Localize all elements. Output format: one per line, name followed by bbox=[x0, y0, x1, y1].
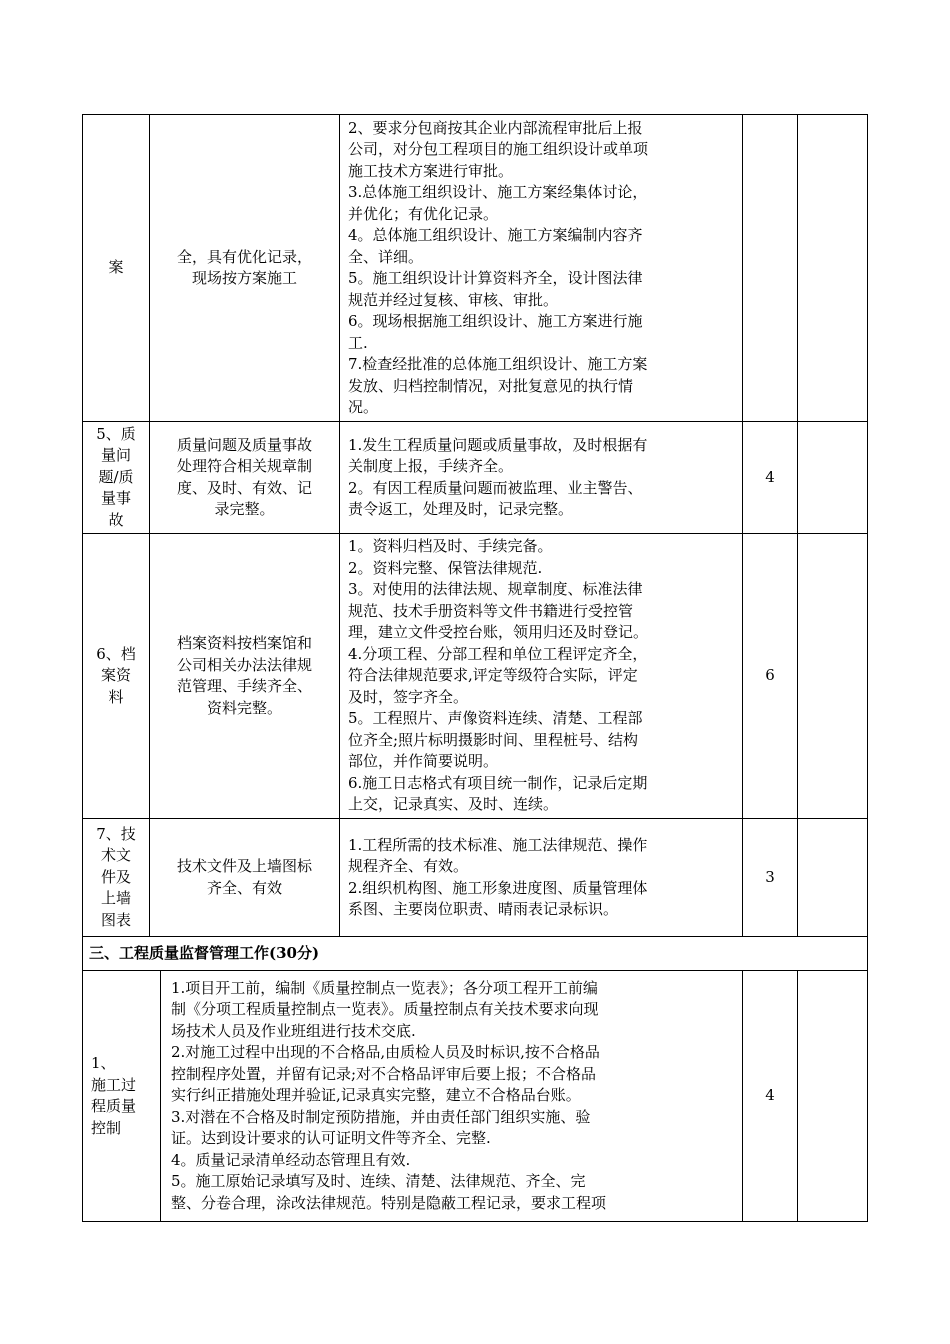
method-text: 4。总体施工组织设计、施工方案编制内容齐 bbox=[348, 226, 643, 244]
item-cell bbox=[83, 819, 150, 937]
standard-text: 范管理、手续齐全、 bbox=[176, 677, 312, 695]
method-text: 规程齐全、有效。 bbox=[348, 857, 469, 875]
method-cell bbox=[340, 819, 743, 937]
method-text: 1.发生工程质量问题或质量事故，及时根据有 bbox=[348, 435, 648, 454]
method-cell bbox=[340, 534, 743, 819]
method-text: 1.工程所需的技术标准、施工法律规范、操作 bbox=[348, 835, 648, 854]
item-text: 故 bbox=[108, 510, 124, 529]
method-text: 2、要求分包商按其企业内部流程审批后上报 bbox=[348, 118, 643, 137]
item-text: 7、技 bbox=[96, 824, 136, 843]
method-text: 3.对潜在不合格及时制定预防措施，并由责任部门组织实施、验 bbox=[171, 1107, 591, 1126]
method-cell bbox=[161, 971, 743, 1222]
method-text: 制《分项工程质量控制点一览表》。质量控制点有关技术要求向现 bbox=[171, 1000, 599, 1019]
standard-cell bbox=[150, 115, 340, 422]
method-text: 4。质量记录清单经动态管理且有效. bbox=[171, 1150, 411, 1169]
standard-text: 档案资料按档案馆和 bbox=[176, 634, 312, 652]
method-text: 1。资料归档及时、手续完备。 bbox=[348, 537, 553, 556]
result-cell bbox=[798, 534, 868, 819]
item-text: 料 bbox=[108, 687, 124, 706]
evaluation-table-section3 bbox=[82, 970, 868, 1222]
method-text: 控制程序处置，并留有记录;对不合格品评审后要上报；不合格品 bbox=[171, 1064, 597, 1083]
result-cell bbox=[798, 115, 868, 422]
score-cell: 4 bbox=[743, 971, 798, 1222]
table-row bbox=[83, 819, 868, 937]
result-cell bbox=[798, 422, 868, 534]
item-cell bbox=[83, 422, 150, 534]
method-text: 施工技术方案进行审批。 bbox=[348, 161, 514, 180]
method-text: 场技术人员及作业班组进行技术交底. bbox=[171, 1021, 416, 1040]
method-text: 7.检查经批准的总体施工组织设计、施工方案 bbox=[348, 355, 648, 373]
item-text: 6、档 bbox=[96, 644, 136, 663]
item-text: 图表 bbox=[100, 910, 131, 929]
item-cell bbox=[83, 534, 150, 819]
method-text: 并优化；有优化记录。 bbox=[348, 204, 499, 223]
method-text: 规范并经过复核、审核、审批。 bbox=[348, 290, 559, 309]
item-text: 施工过 bbox=[91, 1075, 137, 1094]
item-text: 案 bbox=[108, 258, 124, 277]
standard-text: 齐全、有效 bbox=[206, 878, 282, 897]
score-cell bbox=[743, 115, 798, 422]
table-row bbox=[83, 534, 868, 819]
standard-text: 公司相关办法法律规 bbox=[176, 655, 312, 674]
method-text: 部位，并作简要说明。 bbox=[348, 752, 499, 771]
standard-text: 全，具有优化记录， bbox=[176, 247, 312, 266]
item-text: 1、 bbox=[91, 1054, 116, 1072]
method-text: 2.对施工过程中出现的不合格品,由质检人员及时标识,按不合格品 bbox=[171, 1043, 600, 1062]
standard-text: 处理符合相关规章制 bbox=[176, 457, 312, 475]
method-text: 2。资料完整、保管法律规范. bbox=[348, 558, 543, 577]
item-cell bbox=[83, 971, 161, 1222]
section-title: 三、工程质量监督管理工作(30分) bbox=[83, 937, 868, 971]
standard-text: 质量问题及质量事故 bbox=[176, 435, 312, 454]
section-header-row bbox=[83, 937, 868, 971]
method-text: 位齐全;照片标明摄影时间、里程桩号、结构 bbox=[348, 730, 639, 749]
method-cell bbox=[340, 115, 743, 422]
item-text: 案资 bbox=[100, 666, 131, 685]
item-text: 程质量 bbox=[91, 1097, 137, 1115]
method-text: 理，建立文件受控台账，领用归还及时登记。 bbox=[348, 623, 649, 642]
method-text: 3。对使用的法律法规、规章制度、标准法律 bbox=[348, 580, 643, 599]
standard-cell bbox=[150, 422, 340, 534]
item-text: 术文 bbox=[100, 846, 131, 865]
standard-cell bbox=[150, 819, 340, 937]
method-text: 1.项目开工前，编制《质量控制点一览表》；各分项工程开工前编 bbox=[171, 978, 598, 997]
method-text: 况。 bbox=[348, 398, 379, 416]
method-text: 5。工程照片、声像资料连续、清楚、工程部 bbox=[348, 709, 643, 728]
method-text: 6。现场根据施工组织设计、施工方案进行施 bbox=[348, 312, 643, 330]
standard-text: 录完整。 bbox=[214, 500, 275, 518]
item-text: 上墙 bbox=[100, 889, 131, 908]
method-text: 2。有因工程质量问题而被监理、业主警告、 bbox=[348, 478, 643, 497]
method-cell bbox=[340, 422, 743, 534]
score-cell: 6 bbox=[743, 534, 798, 819]
method-text: 2.组织机构图、施工形象进度图、质量管理体 bbox=[348, 878, 648, 897]
standard-text: 度、及时、有效、记 bbox=[176, 478, 312, 497]
method-text: 整、分卷合理，涂改法律规范。特别是隐蔽工程记录，要求工程项 bbox=[171, 1193, 607, 1212]
method-text: 3.总体施工组织设计、施工方案经集体讨论， bbox=[348, 183, 648, 201]
method-text: 及时，签字齐全。 bbox=[348, 687, 469, 706]
item-text: 控制 bbox=[91, 1118, 122, 1137]
method-text: 系图、主要岗位职责、晴雨表记录标识。 bbox=[348, 900, 619, 918]
score-cell: 4 bbox=[743, 422, 798, 534]
method-text: 全、详细。 bbox=[348, 247, 424, 266]
method-text: 上交，记录真实、及时、连续。 bbox=[348, 795, 559, 814]
item-text: 5、质 bbox=[96, 424, 136, 443]
method-text: 公司，对分包工程项目的施工组织设计或单项 bbox=[348, 140, 649, 158]
standard-text: 现场按方案施工 bbox=[191, 269, 297, 287]
method-text: 规范、技术手册资料等文件书籍进行受控管 bbox=[348, 601, 634, 620]
score-cell: 3 bbox=[743, 819, 798, 937]
item-text: 题/质 bbox=[98, 467, 134, 486]
method-text: 符合法律规范要求,评定等级符合实际，评定 bbox=[348, 666, 638, 685]
method-text: 发放、归档控制情况，对批复意见的执行情 bbox=[348, 376, 634, 395]
table-row bbox=[83, 971, 868, 1222]
item-cell bbox=[83, 115, 150, 422]
evaluation-table bbox=[82, 114, 868, 971]
method-text: 证。达到设计要求的认可证明文件等齐全、完整. bbox=[171, 1129, 491, 1148]
item-text: 件及 bbox=[100, 867, 131, 886]
result-cell bbox=[798, 819, 868, 937]
method-text: 工. bbox=[348, 333, 368, 352]
result-cell bbox=[798, 971, 868, 1222]
item-text: 量事 bbox=[100, 489, 131, 508]
item-text: 量问 bbox=[100, 446, 131, 465]
method-text: 实行纠正措施处理并验证,记录真实完整，建立不合格品台账。 bbox=[171, 1086, 581, 1105]
evaluation-table-page bbox=[82, 114, 867, 1222]
method-text: 责令返工，处理及时，记录完整。 bbox=[348, 500, 574, 518]
standard-text: 资料完整。 bbox=[206, 698, 282, 717]
standard-cell bbox=[150, 534, 340, 819]
method-text: 4.分项工程、分部工程和单位工程评定齐全， bbox=[348, 644, 648, 663]
method-text: 关制度上报，手续齐全。 bbox=[348, 457, 514, 475]
table-row bbox=[83, 422, 868, 534]
table-row bbox=[83, 115, 868, 422]
method-text: 5。施工组织设计计算资料齐全，设计图法律 bbox=[348, 269, 643, 287]
standard-text: 技术文件及上墙图标 bbox=[176, 857, 312, 875]
method-text: 6.施工日志格式有项目统一制作，记录后定期 bbox=[348, 773, 648, 792]
method-text: 5。施工原始记录填写及时、连续、清楚、法律规范、齐全、完 bbox=[171, 1172, 586, 1191]
